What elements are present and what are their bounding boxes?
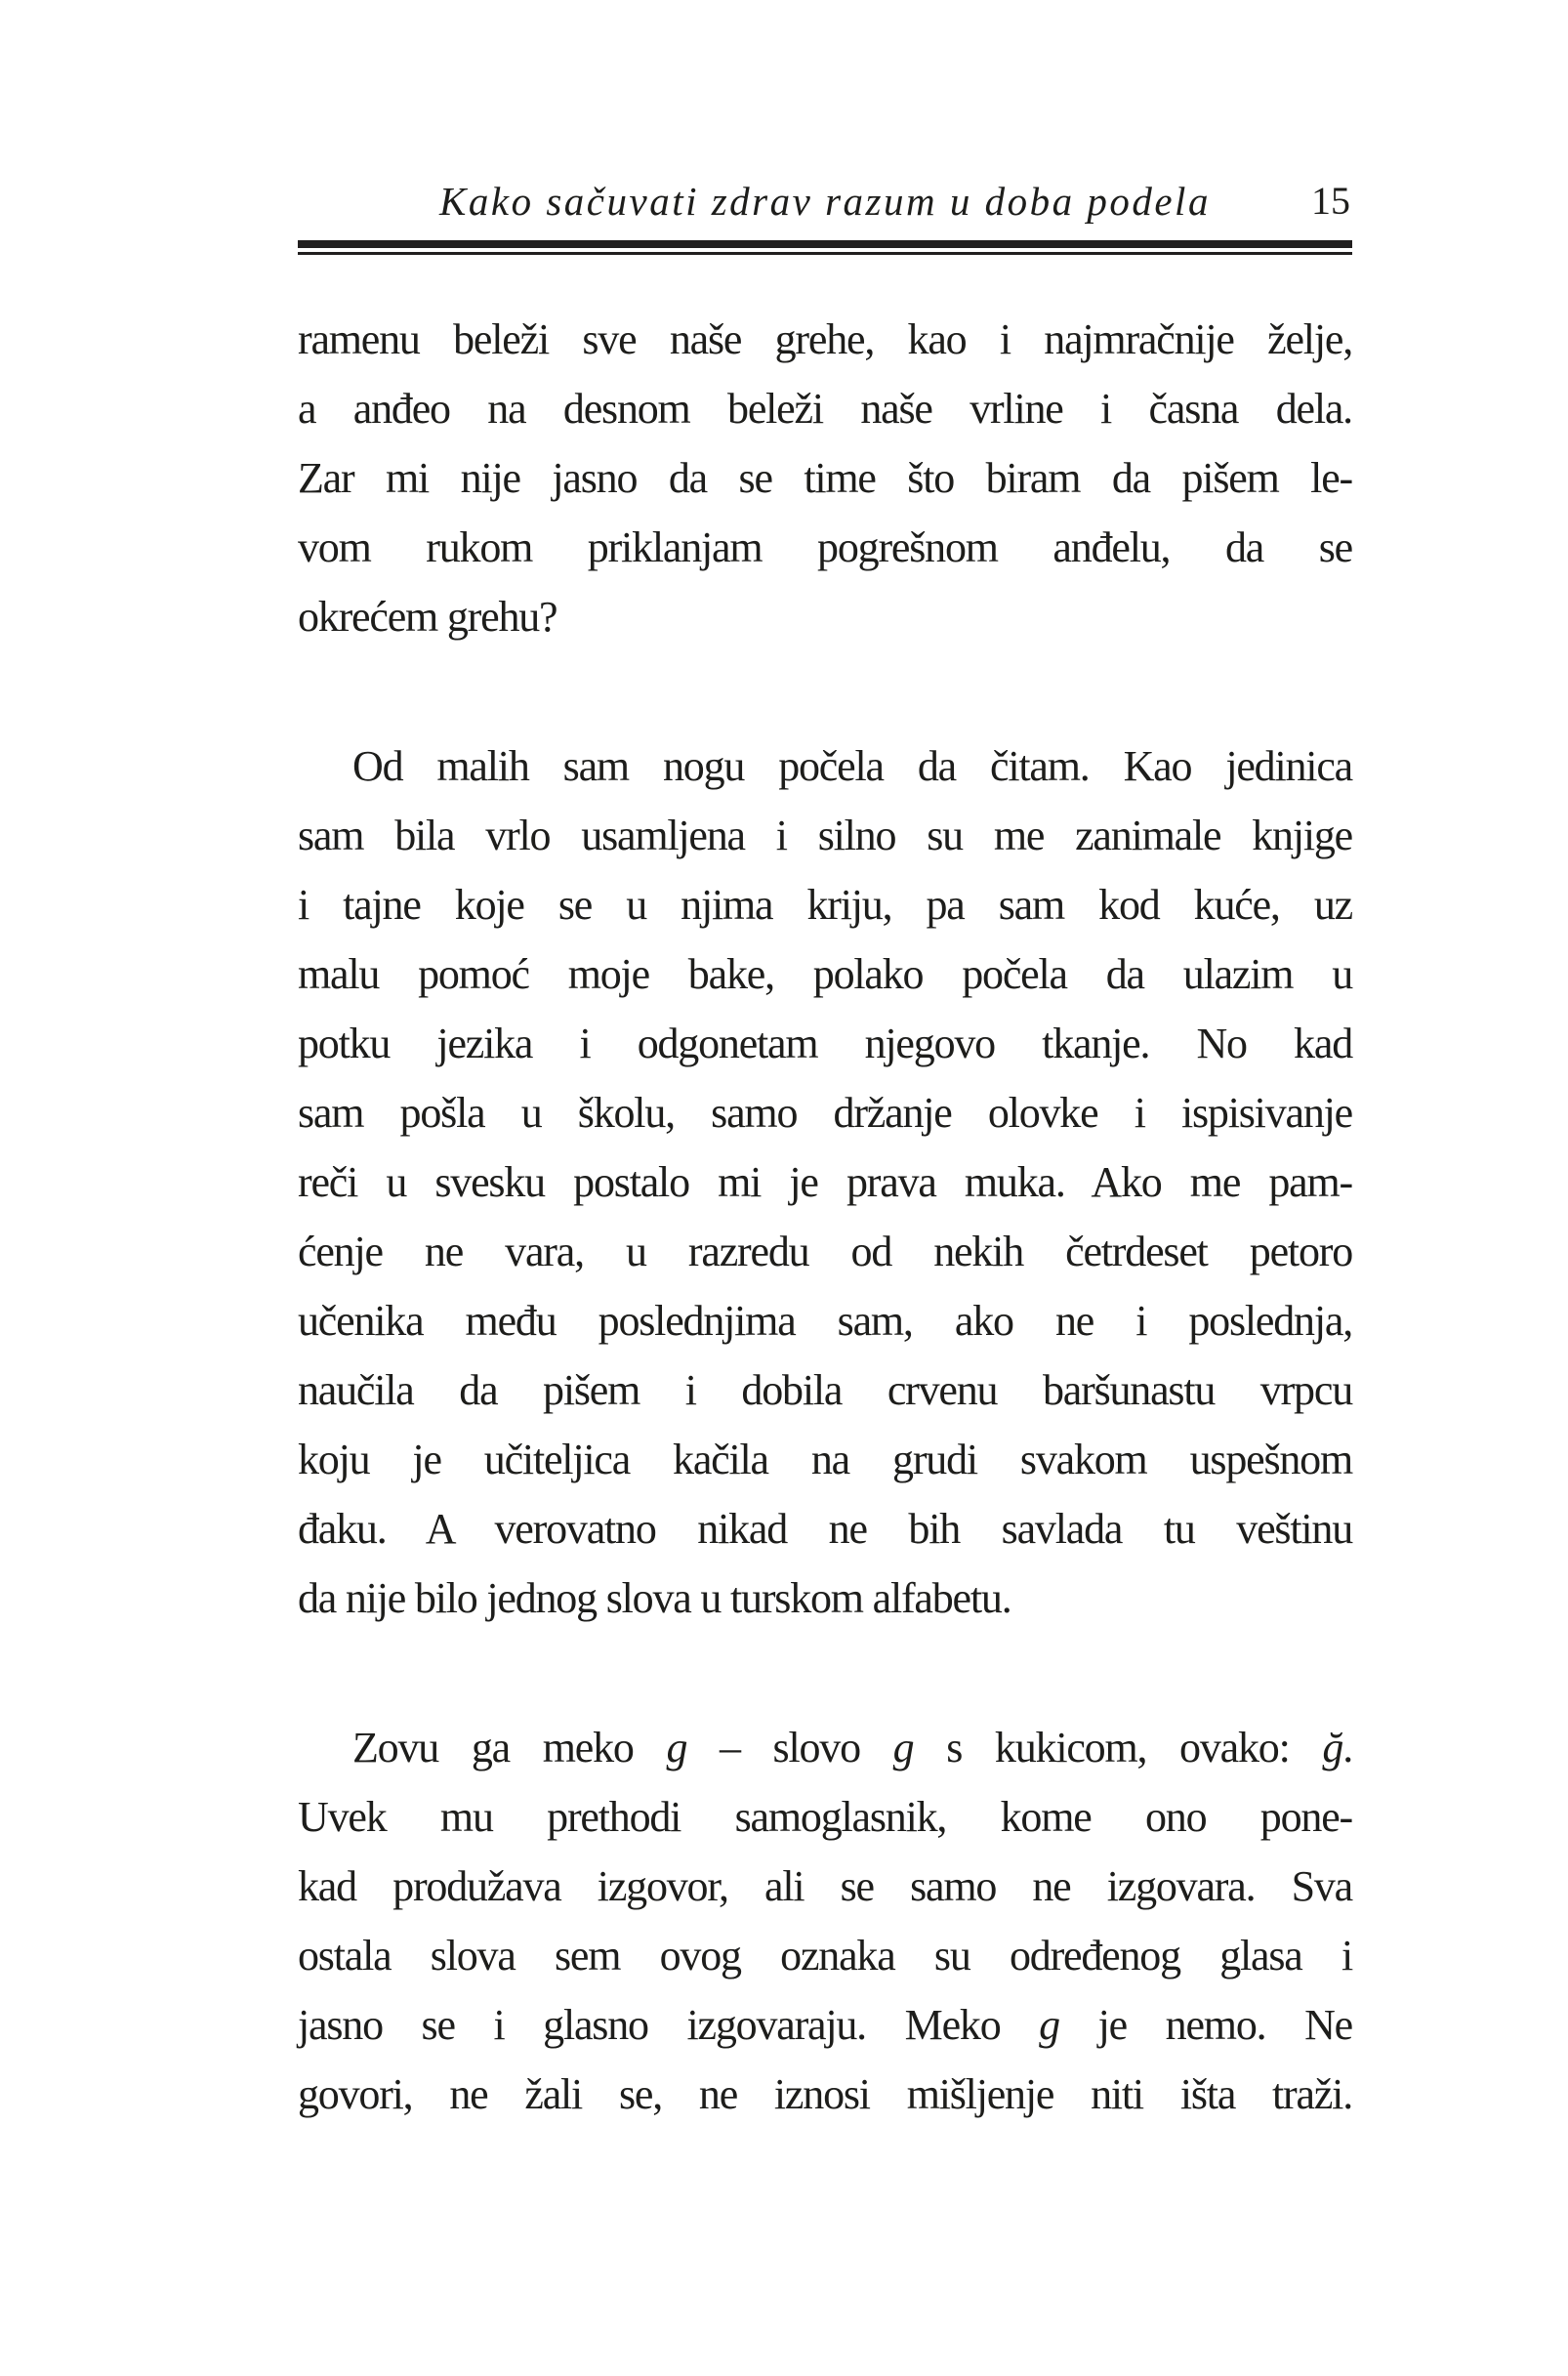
text-line: da nije bilo jednog slova u turskom alfabetu.: [298, 1574, 1011, 1622]
header-line: [298, 176, 1352, 227]
text-line: naučila da pišem i dobila crvenu baršunastu vrpcu: [298, 1366, 1352, 1414]
text-line: sam bila vrlo usamljena i silno su me zanimale knjige: [298, 812, 1352, 859]
text-line: a anđeo na desnom beleži naše vrline i časna dela.: [298, 385, 1352, 433]
text-line: koju je učiteljica kačila na grudi svakom uspešnom: [298, 1436, 1352, 1483]
text-line: sam pošla u školu, samo držanje olovke i ispisivanje: [298, 1089, 1352, 1137]
page-number: 15: [1311, 179, 1350, 223]
text-line: okrećem grehu?: [298, 593, 557, 641]
text-line: ćenje ne vara, u razredu od nekih četrdeset petoro: [298, 1228, 1352, 1275]
text-line: malu pomoć moje bake, polako počela da ulazim u: [298, 950, 1352, 998]
text-line: Zovu ga meko g – slovo g s kukicom, ovako: ğ.: [352, 1724, 1352, 1772]
paragraph: [298, 1713, 1352, 2129]
chapter-title: Kako sačuvati zdrav razum u doba podela: [439, 179, 1211, 224]
header-rule: [298, 240, 1352, 255]
text-line: kad produžava izgovor, ali se samo ne izgovara. Sva: [298, 1862, 1352, 1910]
text-line: Zar mi nije jasno da se time što biram da pišem le-: [298, 454, 1352, 502]
body-text: [298, 305, 1352, 2129]
paragraph: [298, 731, 1352, 1633]
text-line: potku jezika i odgonetam njegovo tkanje. No kad: [298, 1020, 1352, 1067]
text-line: Od malih sam nogu počela da čitam. Kao jedinica: [352, 742, 1352, 790]
paragraph: [298, 305, 1352, 651]
text-line: vom rukom priklanjam pogrešnom anđelu, da se: [298, 523, 1352, 571]
text-line: đaku. A verovatno nikad ne bih savlada tu veštinu: [298, 1505, 1352, 1553]
text-line: ramenu beleži sve naše grehe, kao i najmračnije želje,: [298, 315, 1352, 363]
text-line: reči u svesku postalo mi je prava muka. Ako me pam-: [298, 1158, 1352, 1206]
text-line: ostala slova sem ovog oznaka su određenog glasa i: [298, 1932, 1352, 1980]
text-line: jasno se i glasno izgovaraju. Meko g je nemo. Ne: [298, 2001, 1352, 2049]
text-line: i tajne koje se u njima kriju, pa sam kod kuće, uz: [298, 881, 1352, 929]
text-line: učenika među poslednjima sam, ako ne i poslednja,: [298, 1297, 1352, 1345]
running-header: [298, 176, 1352, 255]
text-line: Uvek mu prethodi samoglasnik, kome ono pone-: [298, 1793, 1352, 1841]
text-line: govori, ne žali se, ne iznosi mišljenje niti išta traži.: [298, 2070, 1352, 2118]
